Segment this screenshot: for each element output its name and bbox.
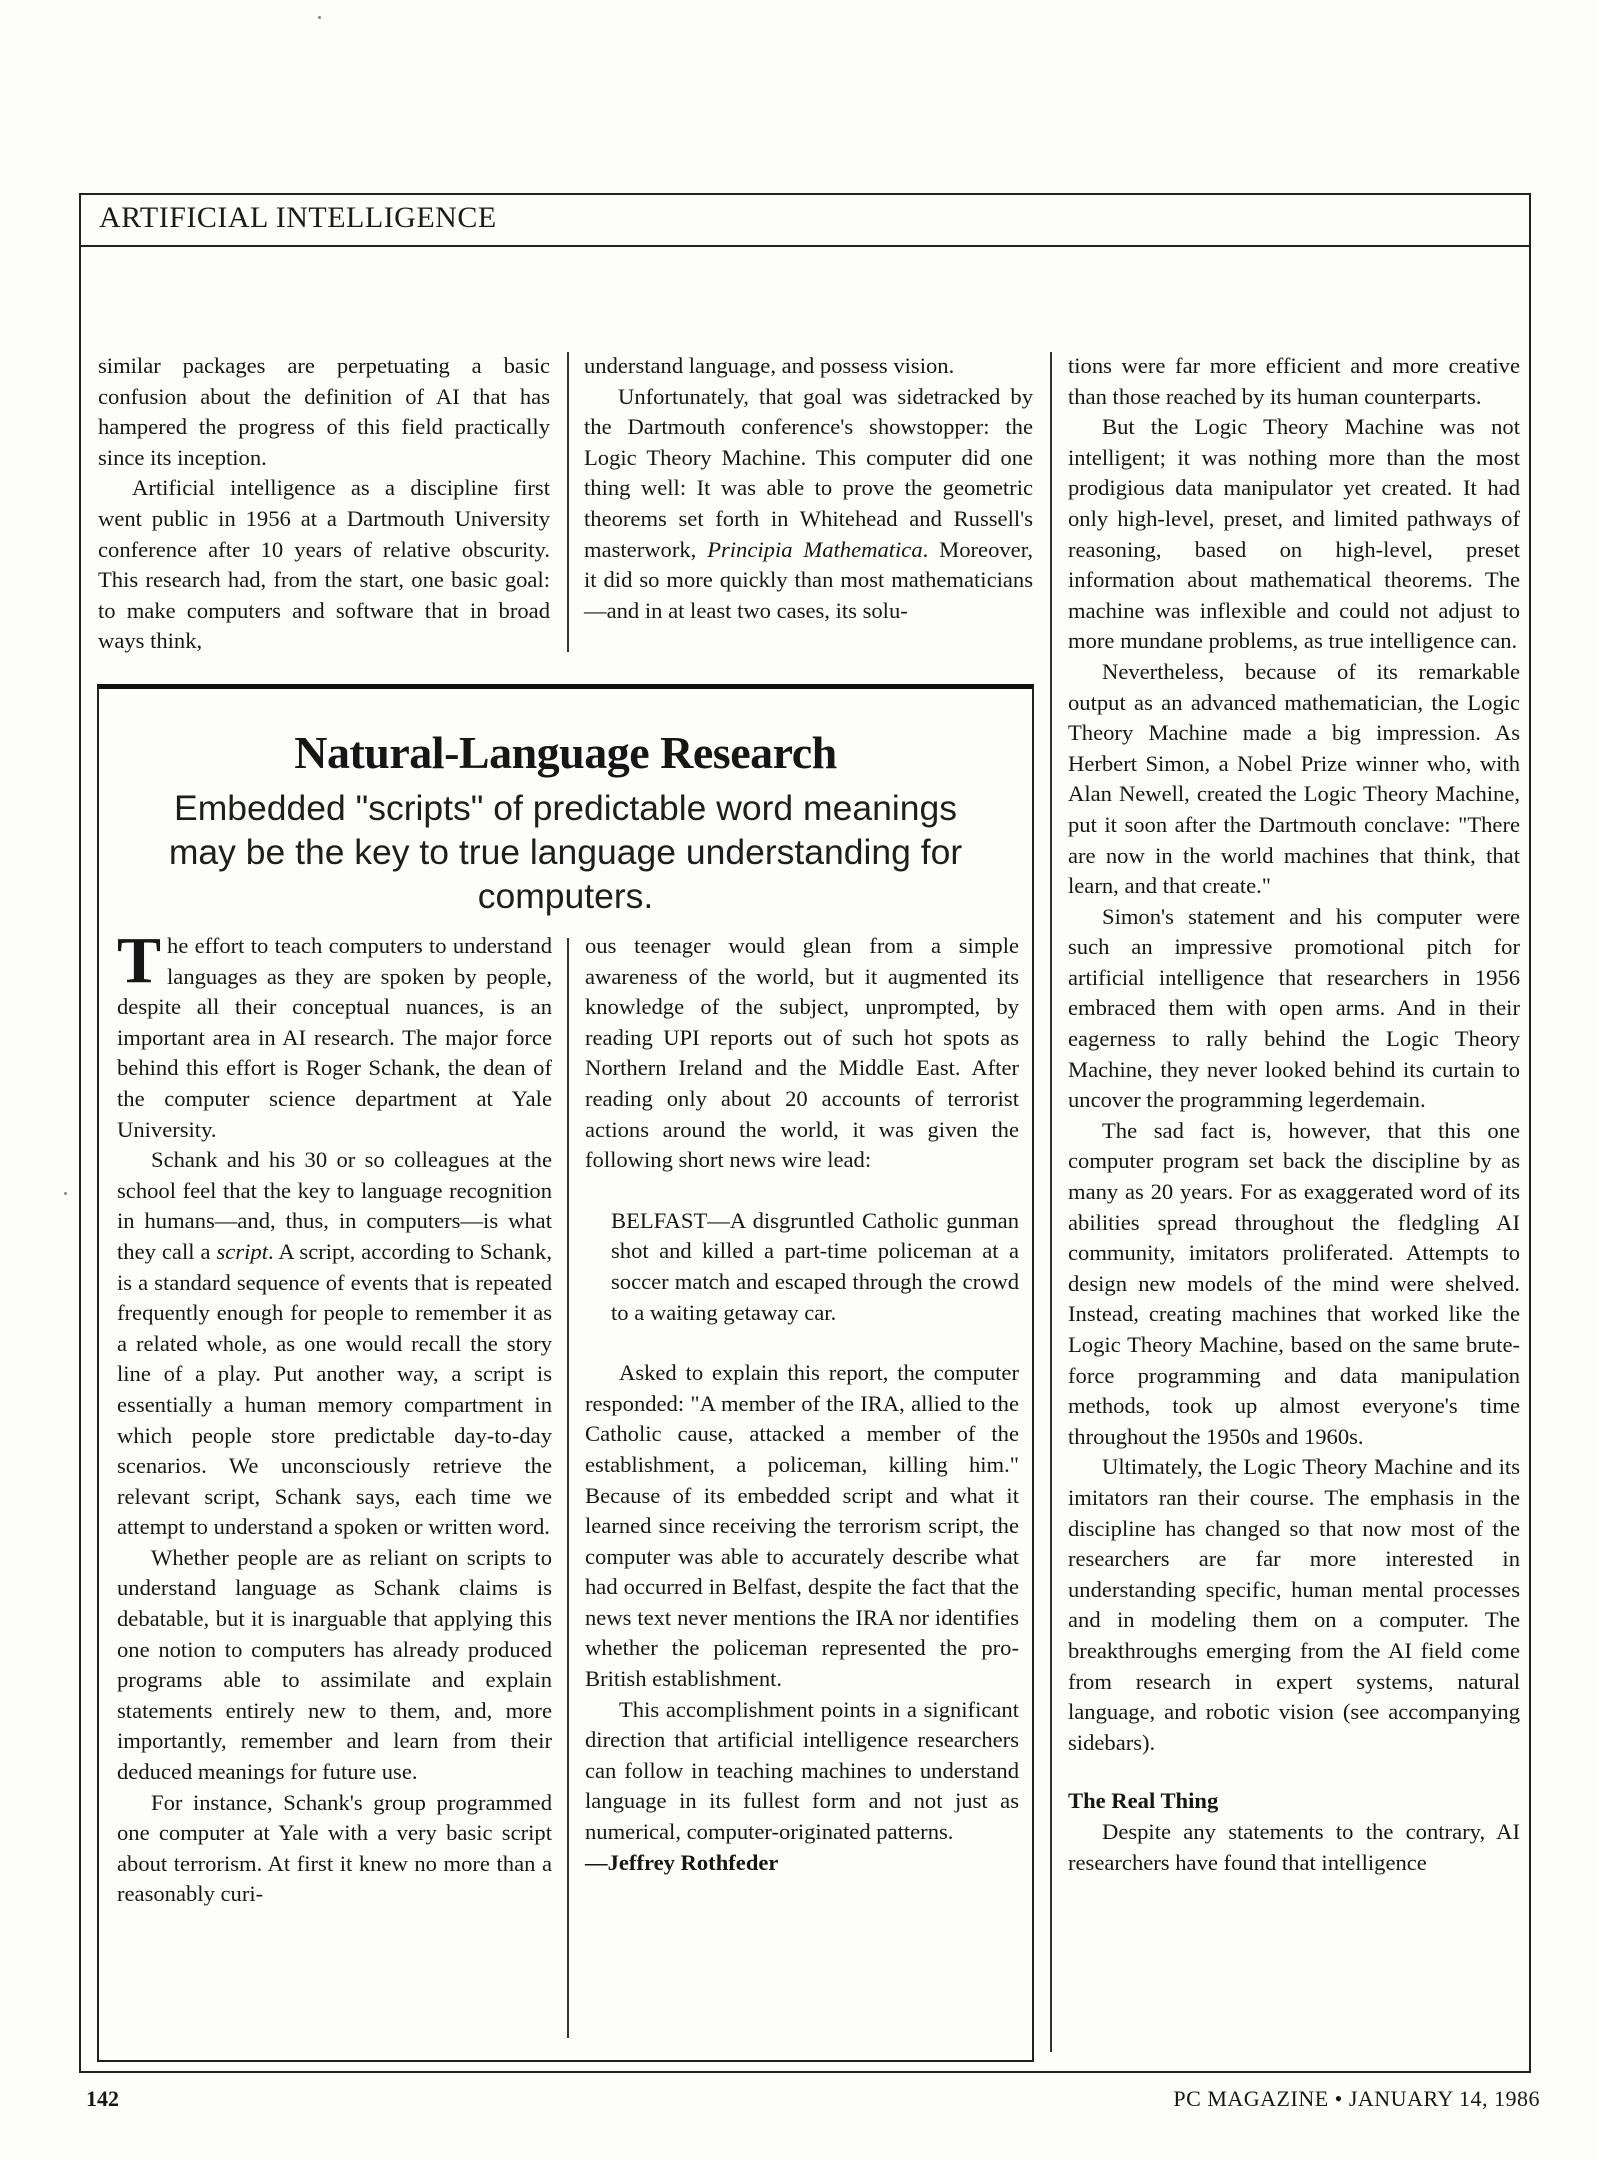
paragraph: Despite any statements to the contrary, AI researchers have found that intelligence [1068,1818,1520,1875]
paragraph: similar packages are perpetuating a basic confusion about the definition of AI that has hampered the progress of this field practically since its inception. [98,353,550,470]
text: Schank and his 30 or so colleagues at the school feel that the key to language recognition in humans—and, thus, in computers—is what they call a [117,1147,552,1264]
sidebar-column-1 [117,924,553,1910]
paragraph: Asked to explain this report, the computer responded: "A member of the IRA, allied to the Catholic cause, attacked a member of the establishment, a policeman, killing him." Because of its embedded script and what it learned since receiving the terrorism script, the computer was able to accurately describe what had occurred in Belfast, despite the fact that the news text never mentions the IRA nor identifies whether the policeman represented the pro-British establishment. [585,1360,1019,1692]
sidebar-title: Natural-Language Research [294,727,837,778]
emphasis: script [216,1238,268,1264]
paragraph: tions were far more efficient and more creative than those reached by its human counterparts. [1068,353,1520,409]
paragraph: The sad fact is, however, that this one computer program set back the discipline by as many as 20 years. For as exaggerated word of its abilities spread throughout the fledgling AI community, imitators proliferated. Attempts to design new models of the mind were shelved. Instead, creating machines that worked like the Logic Theory Machine, based on the same brute-force programming and data manipulation methods, took up almost everyone's time throughout the 1950s and 1960s. [1068,1117,1520,1449]
book-title: Principia Mathematica [707,536,923,562]
byline: —Jeffrey Rothfeder [585,1849,779,1875]
main-column-3 [1068,351,1520,1878]
paragraph [584,382,1033,627]
section-title: ARTIFICIAL INTELLIGENCE [99,201,497,234]
sidebar-subtitle [97,786,1034,918]
subheading: The Real Thing [1068,1788,1219,1814]
scan-speck [64,1192,67,1195]
text: he effort to teach computers to understand languages as they are spoken by people, despite all their conceptual nuances, is an important area in AI research. The major force behind this effort is Roger Schank, the dean of the computer science department at Yale University. [117,933,552,1142]
column-divider [567,352,569,652]
text: Unfortunately, that goal was sidetracked by the Dartmouth conference's showstopper: the Logic Theory Machine. This computer did one thing well: It was able to prove the geometric theorems set forth in Whitehead and Russell's masterwork, [584,383,1033,562]
main-column-1 [98,351,550,657]
paragraph: Artificial intelligence as a discipline first went public in 1956 at a Dartmouth University conference after 10 years of relative obscurity. This research had, from the start, one basic goal: to make computers and software that in broad ways think, [98,475,550,654]
paragraph: Nevertheless, because of its remarkable output as an advanced mathematician, the Logic Theory Machine made a big impression. As Herbert Simon, a Nobel Prize winner who, with Alan Newell, created the Logic Theory Machine, put it soon after the Dartmouth conclave: "There are now in the world machines that think, that learn, and that create." [1068,658,1520,899]
paragraph: This accomplishment points in a significant direction that artificial intelligence researchers can follow in teaching machines to understand language in its fullest form and not just as numerical, computer-originated patterns. [585,1696,1019,1845]
paragraph: understand language, and possess vision. [584,353,955,378]
column-divider [1050,352,1052,2052]
main-column-2 [584,351,1033,626]
paragraph: But the Logic Theory Machine was not intelligent; it was nothing more than the most prodigious data manipulator yet created. It had only high-level, preset, and limited pathways of reasoning, based on high-level, preset information about mathematical theorems. The machine was inflexible and could not adjust to more mundane problems, as true intelligence can. [1068,414,1520,654]
publication-line: PC MAGAZINE • JANUARY 14, 1986 [1173,2086,1540,2111]
paragraph: Whether people are as reliant on scripts to understand language as Schank claims is debatable, but it is inarguable that applying this one notion to computers has already produced programs able to assimilate and explain statements entirely new to them, and, more importantly, remember and learn from their deduced meanings for future use. [117,1544,552,1785]
paragraph: Simon's statement and his computer were such an impressive promotional pitch for artificial intelligence that researchers in 1956 embraced them with open arms. And in their eagerness to rally behind the Logic Theory Machine, they never looked behind its curtain to uncover the programming legerdemain. [1068,903,1520,1113]
sidebar-column-2 [585,931,1019,1878]
paragraph [117,924,552,1145]
paragraph [117,1145,552,1543]
drop-cap: T [117,924,162,997]
scan-speck [318,16,321,19]
text: . Moreover, it did so more quickly than most mathematicians—and in at least two cases, its solu- [584,536,1033,623]
column-divider [567,938,569,2038]
paragraph: ous teenager would glean from a simple awareness of the world, but it augmented its knowledge of the subject, unprompted, by reading UPI reports out of such hot spots as Northern Ireland and the Middle East. After reading only about 20 accounts of terrorist actions around the world, it was given the following short news wire lead: [585,933,1019,1173]
news-quote: BELFAST—A disgruntled Catholic gunman shot and killed a part-time policeman at a soccer match and escaped through the crowd to a waiting getaway car. [611,1207,1019,1325]
subtitle-text: Embedded "scripts" of predictable word meanings may be the key to true language understanding for computers. [168,788,963,916]
page-number: 142 [86,2086,119,2111]
section-header [79,193,1531,247]
paragraph: Ultimately, the Logic Theory Machine and its imitators ran their course. The emphasis in the discipline has changed so that now most of the researchers are far more interested in understanding specific, human mental processes and in modeling them on a computer. The breakthroughs emerging from the AI field come from research in expert systems, natural language, and robotic vision (see accompanying sidebars). [1068,1454,1520,1755]
paragraph: For instance, Schank's group programmed one computer at Yale with a very basic script about terrorism. At first it knew no more than a reasonably curi- [117,1789,552,1907]
text: . A script, according to Schank, is a standard sequence of events that is repeated frequently enough for people to remember it as a related whole, as one would recall the story line of a play. Put another way, a script is essentially a human memory compartment in which people store predictable day-to-day scenarios. We unconsciously retrieve the relevant script, Schank says, each time we attempt to understand a spoken or written word. [117,1238,553,1540]
